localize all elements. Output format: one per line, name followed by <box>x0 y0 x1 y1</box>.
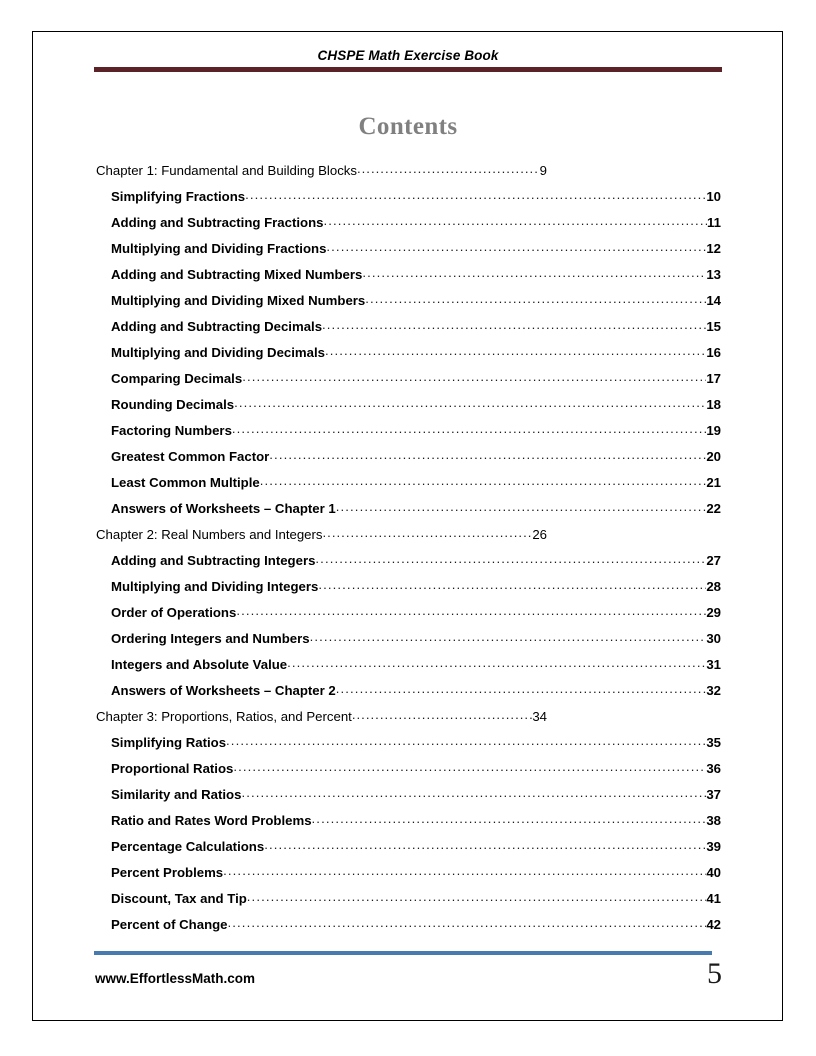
footer-rule <box>94 951 712 955</box>
toc-entry-label: Multiplying and Dividing Decimals <box>111 345 325 360</box>
toc-entry-row[interactable] <box>94 282 722 308</box>
toc-row-inner <box>111 630 721 646</box>
toc-dot-leader <box>323 526 533 539</box>
toc-dot-leader <box>269 448 706 461</box>
toc-entry-label: Chapter 3: Proportions, Ratios, and Percent <box>96 709 352 724</box>
toc-entry-label: Proportional Ratios <box>111 761 234 776</box>
toc-entry-row[interactable] <box>94 360 722 386</box>
toc-entry-label: Percent Problems <box>111 865 224 880</box>
toc-dot-leader <box>322 318 706 331</box>
toc-row-inner <box>111 890 721 906</box>
toc-row-inner <box>111 370 721 386</box>
toc-row-inner <box>111 578 721 594</box>
page-title: Contents <box>358 112 458 140</box>
toc-entry-page-number: 19 <box>706 423 721 438</box>
toc-entry-row[interactable] <box>94 178 722 204</box>
toc-dot-leader <box>232 422 706 435</box>
toc-row-inner <box>111 604 721 620</box>
toc-entry-label: Adding and Subtracting Integers <box>111 553 316 568</box>
toc-row-inner <box>111 292 721 308</box>
toc-row-inner <box>111 266 721 282</box>
toc-row-inner <box>111 786 721 802</box>
toc-row-inner <box>111 344 721 360</box>
toc-row-inner <box>111 864 721 880</box>
toc-dot-leader <box>260 474 707 487</box>
toc-chapter-row[interactable] <box>94 516 722 542</box>
toc-dot-leader <box>315 552 706 565</box>
toc-dot-leader <box>365 292 706 305</box>
toc-row-inner <box>96 526 547 542</box>
toc-row-inner <box>111 916 721 932</box>
toc-entry-row[interactable] <box>94 386 722 412</box>
toc-entry-label: Greatest Common Factor <box>111 449 270 464</box>
toc-dot-leader <box>247 890 707 903</box>
toc-entry-page-number: 31 <box>706 657 721 672</box>
toc-entry-row[interactable] <box>94 542 722 568</box>
toc-entry-page-number: 13 <box>706 267 721 282</box>
toc-entry-row[interactable] <box>94 620 722 646</box>
toc-entry-label: Percentage Calculations <box>111 839 265 854</box>
toc-entry-row[interactable] <box>94 802 722 828</box>
toc-entry-label: Answers of Worksheets – Chapter 2 <box>111 683 336 698</box>
toc-dot-leader <box>228 916 707 929</box>
toc-row-inner <box>96 162 547 178</box>
toc-entry-label: Multiplying and Dividing Mixed Numbers <box>111 293 366 308</box>
toc-entry-page-number: 40 <box>706 865 721 880</box>
toc-entry-page-number: 14 <box>706 293 721 308</box>
toc-dot-leader <box>264 838 706 851</box>
toc-entry-label: Similarity and Ratios <box>111 787 242 802</box>
toc-entry-label: Multiplying and Dividing Integers <box>111 579 319 594</box>
toc-entry-label: Chapter 1: Fundamental and Building Blocks <box>96 163 357 178</box>
toc-entry-label: Ratio and Rates Word Problems <box>111 813 312 828</box>
toc-dot-leader <box>241 786 706 799</box>
toc-entry-label: Adding and Subtracting Mixed Numbers <box>111 267 363 282</box>
toc-entry-row[interactable] <box>94 230 722 256</box>
toc-entry-row[interactable] <box>94 308 722 334</box>
toc-entry-row[interactable] <box>94 594 722 620</box>
toc-entry-page-number: 22 <box>706 501 721 516</box>
toc-dot-leader <box>326 240 706 253</box>
toc-entry-row[interactable] <box>94 412 722 438</box>
toc-dot-leader <box>323 214 707 227</box>
toc-entry-row[interactable] <box>94 672 722 698</box>
toc-entry-page-number: 36 <box>706 761 721 776</box>
toc-entry-row[interactable] <box>94 880 722 906</box>
toc-dot-leader <box>234 396 706 409</box>
toc-entry-row[interactable] <box>94 490 722 516</box>
toc-entry-label: Answers of Worksheets – Chapter 1 <box>111 501 336 516</box>
toc-entry-row[interactable] <box>94 568 722 594</box>
toc-entry-label: Least Common Multiple <box>111 475 260 490</box>
toc-entry-row[interactable] <box>94 204 722 230</box>
toc-row-inner <box>111 240 721 256</box>
toc-entry-row[interactable] <box>94 828 722 854</box>
toc-entry-label: Adding and Subtracting Fractions <box>111 215 324 230</box>
toc-chapter-row[interactable] <box>94 698 722 724</box>
toc-entry-page-number: 41 <box>706 891 721 906</box>
toc-entry-row[interactable] <box>94 646 722 672</box>
toc-row-inner <box>111 656 721 672</box>
toc-row-inner <box>111 188 721 204</box>
toc-entry-row[interactable] <box>94 776 722 802</box>
toc-dot-leader <box>325 344 706 357</box>
toc-dot-leader <box>362 266 706 279</box>
footer-website-url[interactable]: www.EffortlessMath.com <box>95 971 256 986</box>
footer-page-number: 5 <box>707 957 722 990</box>
toc-row-inner <box>111 682 721 698</box>
toc-entry-label: Simplifying Fractions <box>111 189 246 204</box>
toc-entry-page-number: 28 <box>706 579 721 594</box>
toc-entry-page-number: 26 <box>532 527 547 542</box>
toc-row-inner <box>111 318 721 334</box>
toc-entry-row[interactable] <box>94 256 722 282</box>
toc-entry-label: Percent of Change <box>111 917 228 932</box>
toc-entry-page-number: 18 <box>706 397 721 412</box>
toc-entry-row[interactable] <box>94 750 722 776</box>
toc-entry-row[interactable] <box>94 906 722 932</box>
toc-row-inner <box>111 448 721 464</box>
toc-entry-page-number: 10 <box>706 189 721 204</box>
toc-dot-leader <box>336 682 707 695</box>
toc-entry-label: Multiplying and Dividing Fractions <box>111 241 327 256</box>
toc-entry-page-number: 34 <box>532 709 547 724</box>
toc-row-inner <box>111 734 721 750</box>
toc-entry-label: Comparing Decimals <box>111 371 243 386</box>
toc-row-inner <box>111 214 721 230</box>
toc-row-inner <box>111 552 721 568</box>
toc-row-inner <box>111 838 721 854</box>
toc-entry-label: Order of Operations <box>111 605 237 620</box>
toc-dot-leader <box>245 188 706 201</box>
toc-dot-leader <box>242 370 706 383</box>
toc-dot-leader <box>287 656 706 669</box>
toc-entry-page-number: 15 <box>706 319 721 334</box>
toc-entry-label: Adding and Subtracting Decimals <box>111 319 323 334</box>
toc-entry-row[interactable] <box>94 438 722 464</box>
toc-row-inner <box>111 474 721 490</box>
toc-entry-row[interactable] <box>94 854 722 880</box>
toc-entry-row[interactable] <box>94 464 722 490</box>
toc-entry-page-number: 9 <box>539 163 547 178</box>
toc-entry-row[interactable] <box>94 724 722 750</box>
toc-entry-label: Simplifying Ratios <box>111 735 227 750</box>
toc-dot-leader <box>312 812 707 825</box>
toc-row-inner <box>111 422 721 438</box>
toc-dot-leader <box>352 708 532 721</box>
toc-entry-page-number: 27 <box>706 553 721 568</box>
toc-row-inner <box>111 760 721 776</box>
toc-entry-page-number: 42 <box>706 917 721 932</box>
toc-entry-label: Chapter 2: Real Numbers and Integers <box>96 527 323 542</box>
toc-row-inner <box>111 812 721 828</box>
toc-entry-page-number: 11 <box>707 215 721 230</box>
toc-entry-page-number: 29 <box>706 605 721 620</box>
toc-row-inner <box>96 708 547 724</box>
toc-dot-leader <box>226 734 706 747</box>
toc-entry-page-number: 16 <box>706 345 721 360</box>
toc-row-inner <box>111 396 721 412</box>
toc-entry-page-number: 20 <box>706 449 721 464</box>
table-of-contents <box>94 152 722 932</box>
toc-dot-leader <box>357 162 540 175</box>
toc-entry-page-number: 30 <box>706 631 721 646</box>
header-rule <box>94 67 722 72</box>
toc-entry-label: Discount, Tax and Tip <box>111 891 247 906</box>
toc-entry-page-number: 37 <box>706 787 721 802</box>
toc-dot-leader <box>233 760 706 773</box>
toc-dot-leader <box>310 630 707 643</box>
toc-entry-page-number: 39 <box>706 839 721 854</box>
toc-entry-label: Ordering Integers and Numbers <box>111 631 310 646</box>
toc-entry-page-number: 35 <box>706 735 721 750</box>
toc-entry-label: Rounding Decimals <box>111 397 235 412</box>
toc-entry-page-number: 32 <box>706 683 721 698</box>
toc-entry-page-number: 12 <box>706 241 721 256</box>
toc-entry-label: Factoring Numbers <box>111 423 232 438</box>
toc-row-inner <box>111 500 721 516</box>
toc-dot-leader <box>223 864 706 877</box>
toc-chapter-row[interactable] <box>94 152 722 178</box>
toc-dot-leader <box>236 604 706 617</box>
toc-dot-leader <box>336 500 707 513</box>
toc-entry-page-number: 38 <box>706 813 721 828</box>
toc-entry-page-number: 21 <box>706 475 721 490</box>
running-head: CHSPE Math Exercise Book <box>317 48 499 63</box>
toc-entry-row[interactable] <box>94 334 722 360</box>
toc-entry-label: Integers and Absolute Value <box>111 657 288 672</box>
toc-dot-leader <box>318 578 706 591</box>
toc-entry-page-number: 17 <box>706 371 721 386</box>
